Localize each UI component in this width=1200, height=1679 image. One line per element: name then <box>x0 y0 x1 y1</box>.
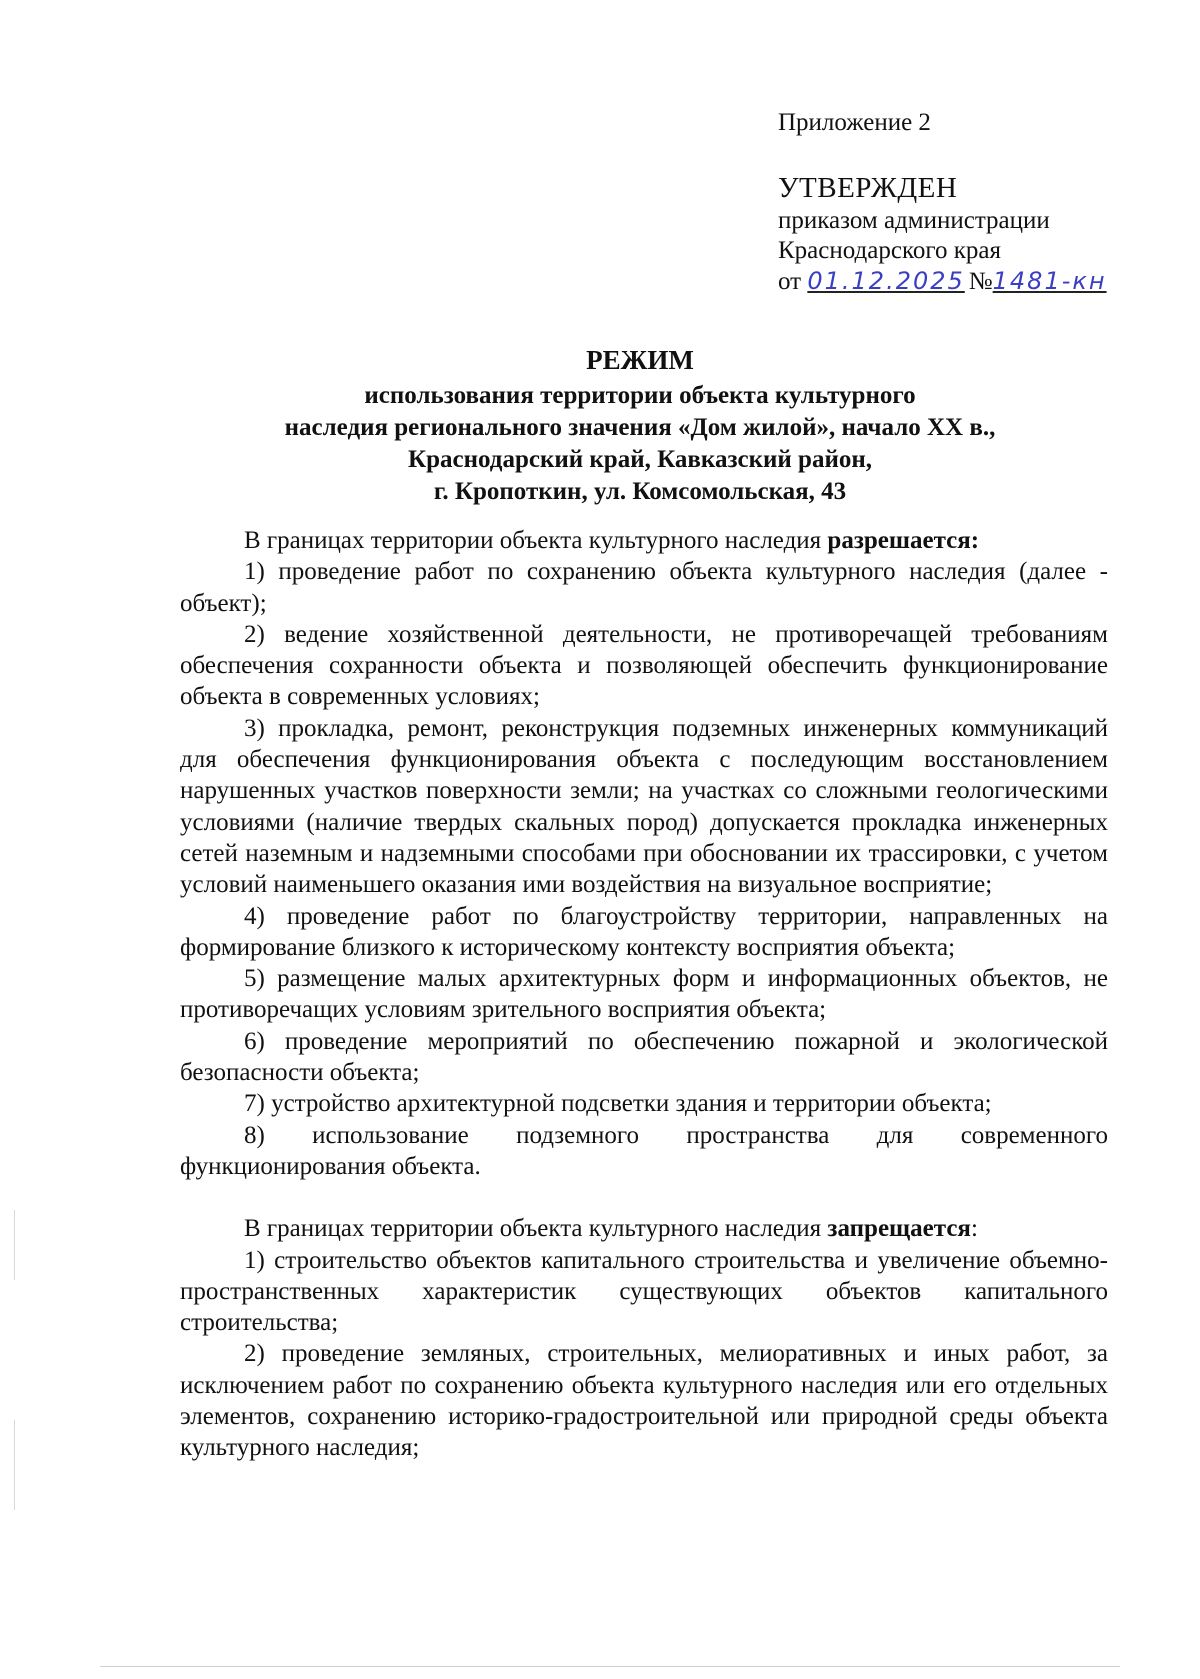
number-sign: № <box>968 268 993 295</box>
allowed-item: 8) использование подземного пространства для современного функционирования объекта. <box>180 1121 1108 1180</box>
document-title <box>180 344 1100 508</box>
approved-heading: УТВЕРЖДЕН <box>778 172 958 204</box>
scan-margin-mark <box>14 1210 15 1280</box>
allowed-intro-text: В границах территории объекта культурного наследия <box>244 527 822 554</box>
allowed-item: 6) проведение мероприятий по обеспечению пожарной и экологической безопасности объекта; <box>180 1027 1108 1087</box>
scan-bottom-edge <box>100 1666 1120 1667</box>
prohibited-intro-bold: запрещается <box>827 1215 971 1243</box>
prohibited-intro-tail: : <box>970 1215 978 1243</box>
allowed-intro-bold: разрешается: <box>827 527 980 554</box>
prohibited-item: 1) строительство объектов капитального строительства и увеличение объемно-пространственных характеристик существующих объектов капитального строительства; <box>180 1246 1108 1337</box>
order-line-2: Краснодарского края <box>778 237 1001 264</box>
allowed-item: 7) устройство архитектурной подсветки здания и территории объекта; <box>244 1090 992 1118</box>
scan-margin-mark <box>14 1420 15 1510</box>
appendix-label: Приложение 2 <box>778 109 931 136</box>
section-gap <box>180 1182 1108 1213</box>
handwritten-date: 01.12.2025 <box>807 267 965 295</box>
date-prefix: от <box>778 268 802 295</box>
handwritten-number: 1481-кн <box>992 267 1107 295</box>
title-main: РЕЖИМ <box>586 345 694 375</box>
order-date-number <box>778 266 1158 297</box>
allowed-item: 1) проведение работ по сохранению объекта культурного наследия (далее - объект); <box>180 558 1108 617</box>
allowed-item: 4) проведение работ по благоустройству территории, направленных на формирование близкого к историческому контексту восприятия объекта; <box>180 902 1108 961</box>
approval-stamp-block <box>778 108 1158 297</box>
title-line-4: г. Кропоткин, ул. Комсомольская, 43 <box>433 478 847 505</box>
title-line-2: наследия регионального значения «Дом жилой», начало XX в., <box>284 414 996 441</box>
allowed-item: 3) прокладка, ремонт, реконструкция подземных инженерных коммуникаций для обеспечения функционирования объекта с последующим восстановлением нарушенных участков поверхности земли; на участках со сложными геологическими условиями (наличие твердых скальных пород) допускается прокладка инженерных сетей наземным и надземными способами при обосновании их трассировки, с учетом условий наименьшего оказания ими воздействия на визуальное восприятие; <box>180 714 1108 899</box>
document-body <box>180 525 1108 1464</box>
prohibited-intro <box>180 1213 1108 1244</box>
title-line-1: использования территории объекта культурного <box>364 382 916 409</box>
title-line-3: Краснодарский край, Кавказский район, <box>407 446 873 473</box>
allowed-item: 2) ведение хозяйственной деятельности, не противоречащей требованиям обеспечения сохранности объекта и позволяющей обеспечить функционирование объекта в современных условиях; <box>180 620 1108 711</box>
prohibited-item: 2) проведение земляных, строительных, мелиоративных и иных работ, за исключением работ по сохранению объекта культурного наследия или его отдельных элементов, сохранению историко-градостроительной или природной среды объекта культурного наследия; <box>180 1340 1108 1462</box>
allowed-item: 5) размещение малых архитектурных форм и информационных объектов, не противоречащих условиям зрительного восприятия объекта; <box>180 965 1108 1024</box>
prohibited-intro-text: В границах территории объекта культурного наследия <box>244 1215 822 1243</box>
order-line-1: приказом администрации <box>778 207 1050 234</box>
allowed-intro <box>180 525 1108 556</box>
